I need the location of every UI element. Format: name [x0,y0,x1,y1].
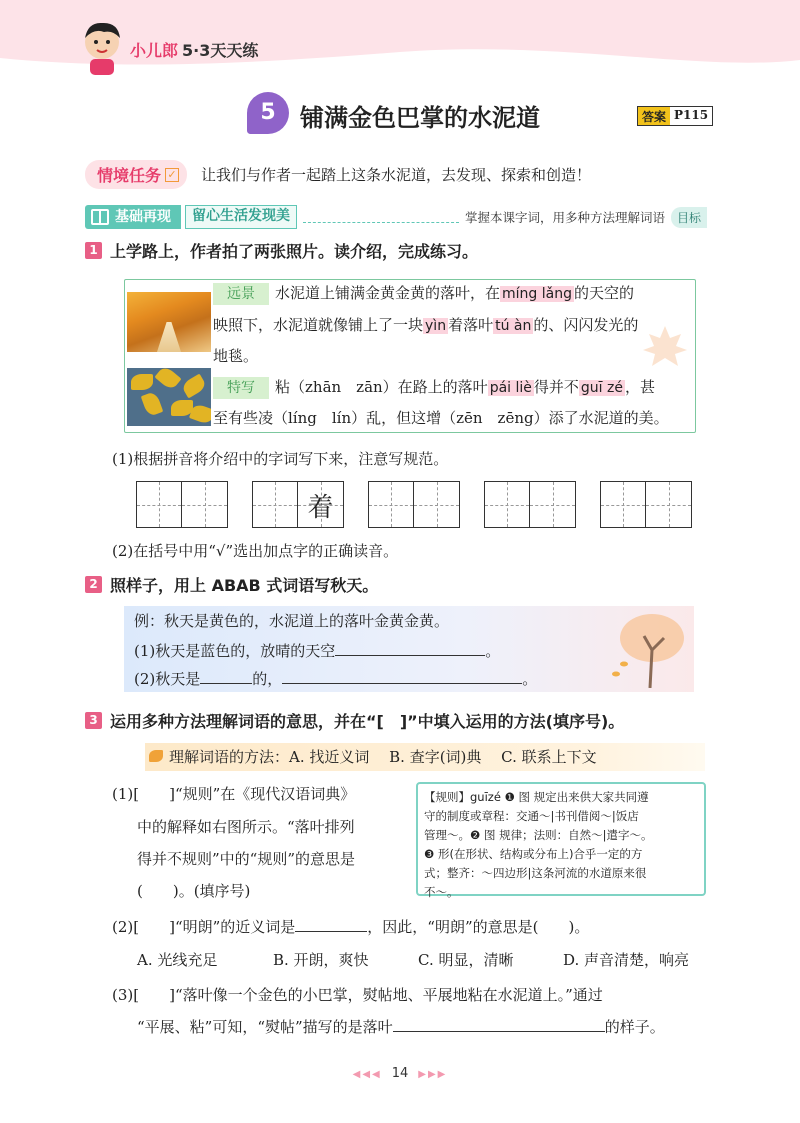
fallen-leaves-photo [127,368,211,426]
intro-box [124,279,696,433]
section-bar [85,204,707,230]
example-box [124,606,694,692]
answer-blank[interactable] [200,668,252,684]
task-row [85,160,591,189]
answer-blank[interactable] [335,640,485,656]
task-text: 让我们与作者一起踏上这条水泥道，去发现、探索和创造！ [201,166,592,184]
task-label: 情境任务 ✓ [85,160,187,189]
intro-line-3: 地毯。 [213,347,259,365]
q3-p1-line-1: (1)[ ]“规则”在《现代汉语词典》 [112,785,356,803]
q3-p1-line-3: 得并不规则”中的“规则”的意思是 [137,850,356,868]
maple-leaf-icon [641,324,689,372]
pinyin-blank: pái liè [489,380,532,396]
question-1-title: 1 上学路上，作者拍了两张照片。读介绍，完成练习。 [85,239,478,262]
section-subtitle: 留心生活发现美 [185,205,297,229]
example-sentence: 例：秋天是黄色的，水泥道上的落叶金黄金黄。 [134,612,450,630]
divider [303,211,459,223]
q3-p3-line-1: (3)[ ]“落叶像一个金色的小巴掌，熨帖地、平展地粘在水泥道上。”通过 [112,986,603,1004]
writing-grid[interactable] [368,481,460,528]
intro-line-5: 至有些凌（líng lín）乱，但这增（zēn zēng）添了水泥道的美。 [213,409,669,427]
brand-logo: 小儿郎 5·3天天练 [130,41,259,60]
writing-grid[interactable] [136,481,228,528]
writing-grid[interactable]: 着 [252,481,344,528]
section-goal: 掌握本课字词，用多种方法理解词语 [464,210,665,225]
method-bar: 理解词语的方法：A. 找近义词 B. 查字(词)典 C. 联系上下文 [145,743,705,771]
check-icon: ✓ [165,168,179,182]
lesson-title: 铺满金色巴掌的水泥道 [300,104,540,132]
q3-p2: (2)[ ]“明朗”的近义词是 ，因此，“明朗”的意思是( )。 [112,918,590,936]
question-2-title: 2 照样子，用上 ABAB 式词语写秋天。 [85,573,378,596]
answer-blank[interactable] [393,1016,605,1032]
writing-grid[interactable] [600,481,692,528]
leaf-icon [149,750,163,762]
far-view-tag: 远景 [213,283,269,305]
q1-sub-1: (1)根据拼音将介绍中的字词写下来，注意写规范。 [112,450,449,468]
book-icon [91,209,109,225]
goal-tag: 目标 [671,207,707,228]
q3-p1-line-2: 中的解释如右图所示。“落叶排列 [137,818,355,836]
mascot-boy-icon [78,18,126,76]
answer-page-tag: 答案 P115 [637,106,713,126]
intro-line-1: 远景 水泥道上铺满金黄金黄的落叶，在 míng lǎng 的天空的 [213,277,634,310]
writing-grid[interactable] [484,481,576,528]
pinyin-blank: yìn [425,318,447,334]
pinyin-blank: guī zé [580,380,623,396]
pinyin-blank: tú àn [495,318,532,334]
pinyin-blank: míng lǎng [502,286,572,302]
close-up-tag: 特写 [213,377,269,399]
q3-p2-options [137,949,689,970]
question-3-title: 3 运用多种方法理解词语的意思，并在“[ ]”中填入运用的方法(填序号)。 [85,709,624,732]
q3-p3-line-2: “平展、粘”可知，“熨帖”描写的是落叶 的样子。 [137,1018,665,1036]
lesson-number-badge: 5 [247,92,289,134]
page-number: ◀◀◀ 14 ▶▶▶ [352,1066,448,1081]
intro-line-2: 映照下，水泥道就像铺上了一块 yìn 着落叶 tú àn 的、闪闪发光的 [213,316,639,334]
option-d[interactable]: D. 声音清楚，响亮 [563,951,690,969]
autumn-tree-icon [604,610,686,688]
autumn-road-photo [127,292,211,352]
answer-blank[interactable] [282,668,522,684]
q1-sub-2: (2)在括号中用“√”选出加点字的正确读音。 [112,542,399,560]
intro-line-4: 特写 粘（zhān zān）在路上的落叶 pái liè 得并不 guī zé ，甚 [213,371,655,404]
q2-line-1: (1)秋天是蓝色的，放晴的天空 。 [134,642,501,660]
section-title: 基础再现 [85,205,181,229]
answer-blank[interactable] [295,916,367,932]
dictionary-entry: 【规则】guīzé ❶ 图 规定出来供大家共同遵 守的制度或章程：交通～|书刊借阅～|饭店 管理～。❷ 图 规律；法则：自然～|遣字～。 ❸ 形(在形状、结构或分布上)合乎一定的方 式；整齐：～四边形|这条河流的水道原来很 不～。 [416,782,706,896]
option-b[interactable]: B. 开朗，爽快 [273,951,369,969]
q3-p1-line-4: ( )。(填序号) [137,882,251,900]
option-c[interactable]: C. 明显，清晰 [418,951,514,969]
option-a[interactable]: A. 光线充足 [137,951,218,969]
q2-line-2: (2)秋天是 的， 。 [134,670,538,688]
